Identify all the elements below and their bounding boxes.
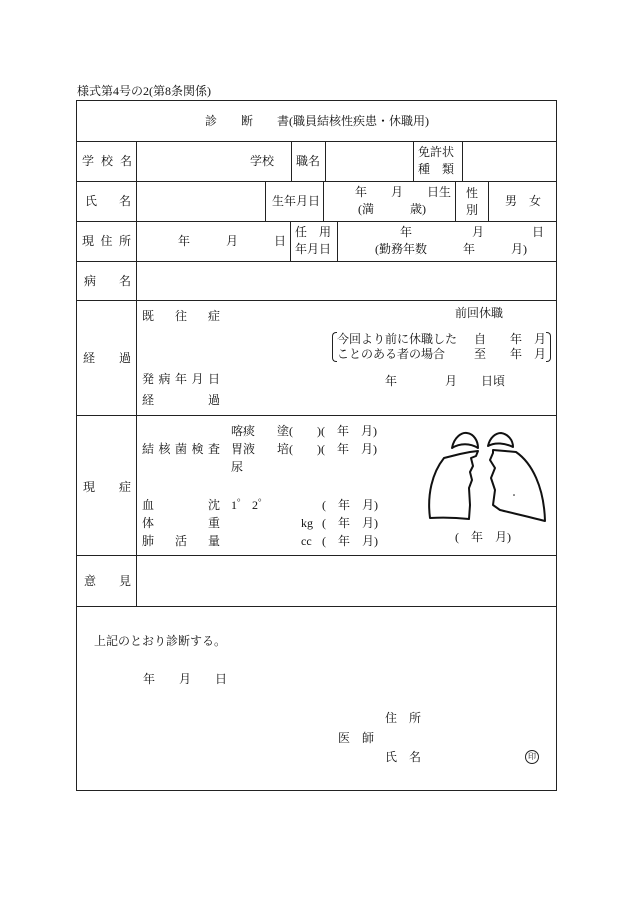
lung-diagram (420, 425, 550, 529)
left-lung-apex-outline (452, 433, 478, 448)
seal-mark: 印 (525, 750, 539, 764)
doctor-address-label: 住 所 (385, 711, 422, 725)
weight-unit: kg (301, 516, 313, 530)
esr-value: 1゜ 2゜ (231, 498, 271, 512)
xray-period: ( 年 月) (455, 530, 511, 544)
school-name-label: 学 校 名 (82, 154, 132, 168)
onset-value: 年 月 日頃 (385, 374, 506, 388)
lung-mark (513, 494, 515, 496)
bracket-right (546, 332, 551, 362)
address-label: 現 住 所 (82, 234, 131, 248)
cell-divider (488, 181, 489, 221)
doctor-label: 医 師 (338, 731, 375, 745)
esr-period: ( 年 月) (322, 498, 378, 512)
cell-divider (265, 181, 266, 221)
smear-test: 塗( )( 年 月) (277, 424, 377, 438)
previous-leave-note-line1: 今回より前に休職した (337, 332, 458, 346)
row-divider (76, 221, 556, 222)
birthdate-label: 生年月日 (272, 194, 321, 208)
culture-test: 培( )( 年 月) (277, 442, 377, 456)
esr-label: 血 沈 (142, 498, 220, 512)
past-illness-label: 既 往 症 (142, 309, 220, 323)
sex-options: 男 女 (505, 194, 542, 208)
row-divider (76, 415, 556, 416)
previous-leave-note-line2: ことのある者の場合 (337, 347, 446, 361)
row-divider (76, 181, 556, 182)
row-divider (76, 261, 556, 262)
specimen-sputum: 喀痰 (231, 424, 256, 438)
form-number: 様式第4号の2(第8条関係) (77, 84, 211, 98)
right-lung-outline (490, 450, 545, 521)
specimen-gastric-fluid: 胃液 (231, 442, 256, 456)
cell-divider (413, 141, 414, 181)
cell-divider (337, 221, 338, 261)
appointment-date: 年 月 日 (400, 225, 545, 239)
findings-label: 現 症 (83, 480, 131, 494)
cell-divider (323, 181, 324, 221)
row-divider (76, 606, 556, 607)
license-label-line1: 免許状 (418, 145, 455, 159)
address-since-date: 年 月 日 (178, 234, 287, 248)
appointment-label-line2: 年月日 (295, 242, 332, 256)
previous-leave-label: 前回休職 (455, 306, 504, 320)
disease-label: 病 名 (84, 274, 131, 288)
certification-date: 年 月 日 (143, 672, 228, 686)
course-label: 経 過 (142, 393, 220, 407)
opinion-label: 意 見 (84, 574, 131, 588)
sex-label: 性別 (466, 186, 479, 217)
tb-test-label: 結 核 菌 検 査 (142, 442, 220, 456)
name-label: 氏 名 (85, 194, 131, 208)
birthdate-value: 年 月 日生 (355, 185, 452, 199)
vital-capacity-unit: cc (301, 534, 312, 548)
doctor-name-label: 氏 名 (385, 750, 422, 764)
left-lung-outline (429, 451, 478, 519)
previous-leave-to: 至 年 月 (474, 347, 547, 361)
vital-capacity-label: 肺 活 量 (142, 534, 220, 548)
position-label: 職名 (296, 154, 321, 168)
school-suffix: 学校 (250, 154, 275, 168)
history-label: 経 過 (83, 351, 131, 365)
cell-divider (325, 141, 326, 181)
onset-label: 発 病 年 月 日 (142, 372, 220, 386)
appointment-label-line1: 任 用 (295, 225, 332, 239)
service-years: (勤務年数 年 月) (375, 242, 527, 256)
vital-capacity-period: ( 年 月) (322, 534, 378, 548)
previous-leave-from: 自 年 月 (474, 332, 547, 346)
specimen-urine: 尿 (231, 460, 244, 474)
age-value: (満 歳) (358, 202, 426, 216)
cell-divider (455, 181, 456, 221)
cell-divider (291, 141, 292, 181)
cell-divider (290, 221, 291, 261)
weight-period: ( 年 月) (322, 516, 378, 530)
right-lung-apex-outline (488, 433, 513, 447)
row-divider (76, 555, 556, 556)
weight-label: 体 重 (142, 516, 220, 530)
certification-statement: 上記のとおり診断する。 (94, 634, 227, 648)
row-divider (76, 300, 556, 301)
label-column-divider (136, 141, 137, 606)
form-title: 診 断 書(職員結核性疾患・休職用) (205, 114, 429, 128)
cell-divider (462, 141, 463, 181)
license-label-line2: 種 類 (418, 162, 455, 176)
row-divider (76, 141, 556, 142)
